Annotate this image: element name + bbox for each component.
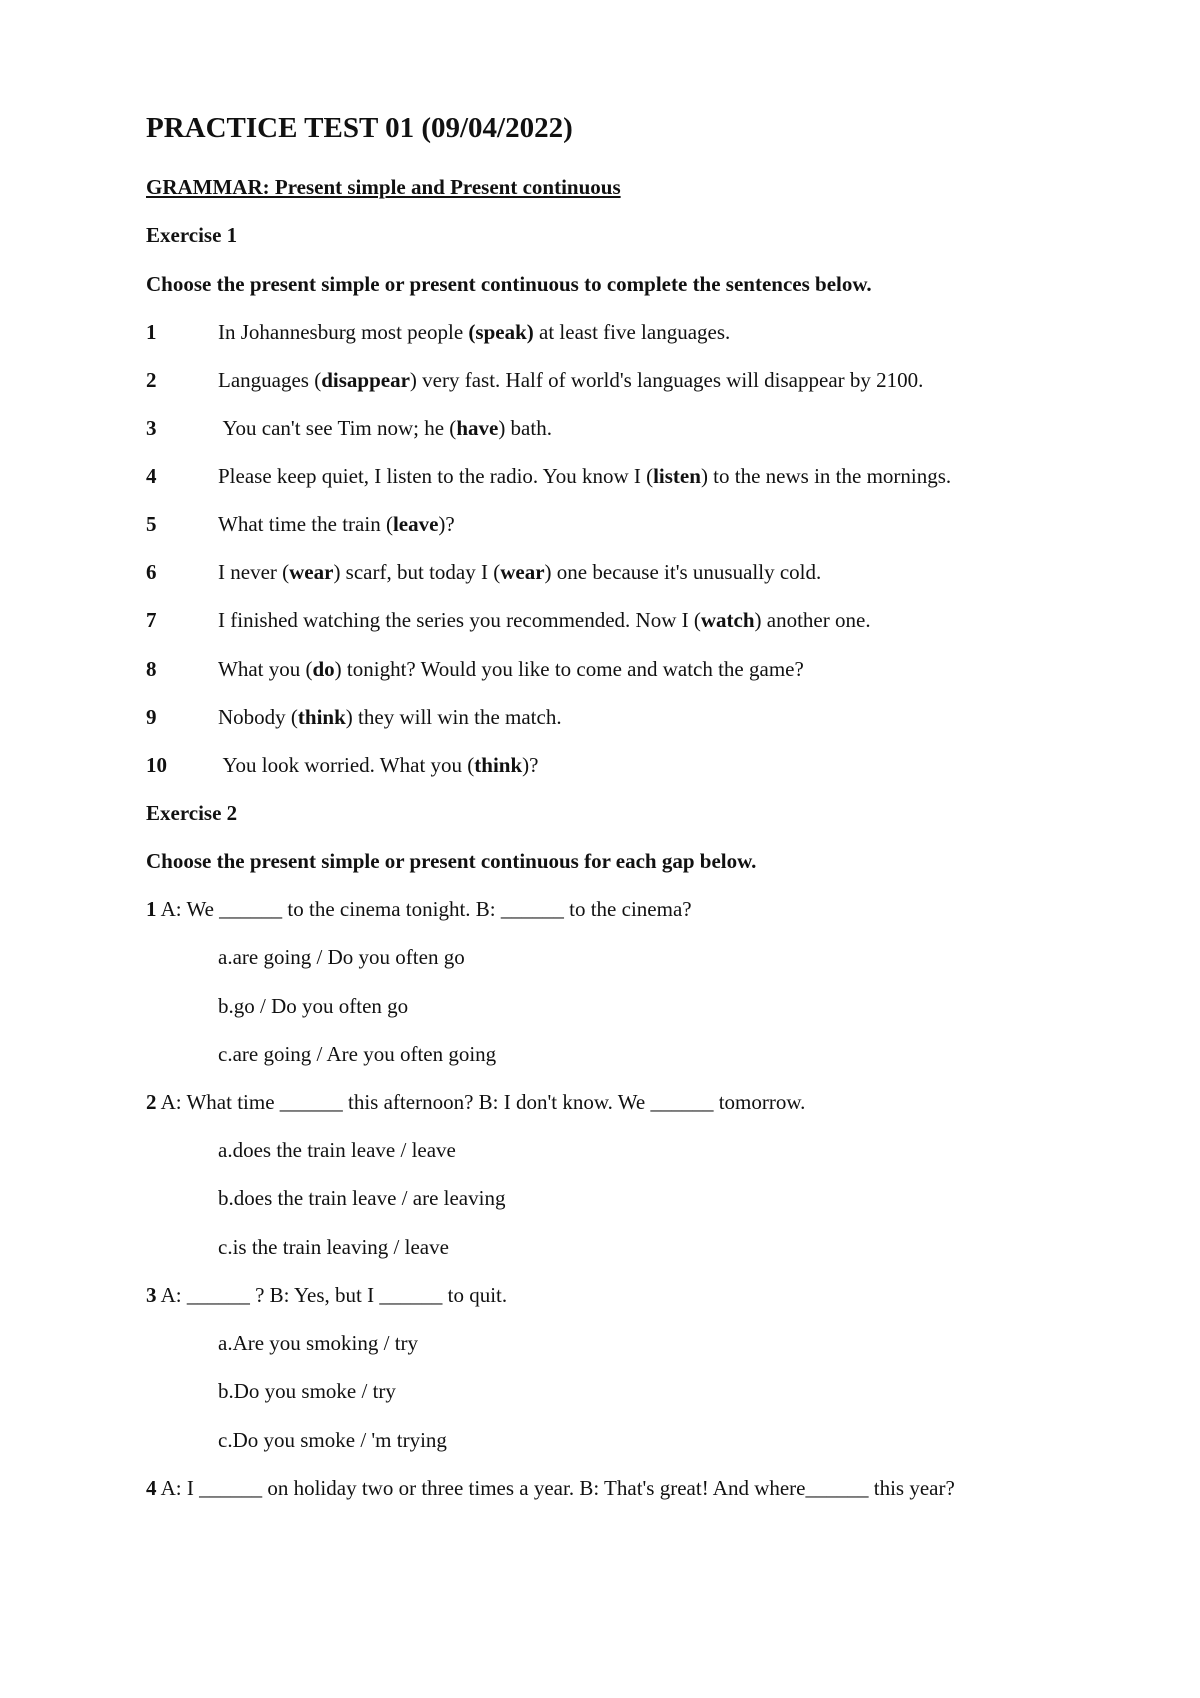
item-text: You look worried. What you ( xyxy=(218,753,475,777)
question-text: A: What time ______ this afternoon? B: I don't know. We ______ tomorrow. xyxy=(156,1090,806,1114)
item-text: )? xyxy=(438,512,455,536)
exercise1-item xyxy=(146,751,538,779)
exercise1-item xyxy=(146,462,951,490)
item-number: 7 xyxy=(146,608,157,632)
item-number: 8 xyxy=(146,657,157,681)
item-text: Please keep quiet, I listen to the radio. You know I ( xyxy=(218,464,654,488)
item-text: What time the train ( xyxy=(218,512,393,536)
item-number: 5 xyxy=(146,512,157,536)
exercise2-question xyxy=(146,1088,805,1116)
item-number: 2 xyxy=(146,368,157,392)
question-text: A: We ______ to the cinema tonight. B: ______ to the cinema? xyxy=(156,897,692,921)
exercise1-item xyxy=(146,703,562,731)
exercise1-item xyxy=(146,366,923,394)
item-text: What you ( xyxy=(218,657,313,681)
item-verb: have xyxy=(456,416,499,440)
item-text: ) very fast. Half of world's languages will disappear by 2100. xyxy=(409,368,924,392)
item-text: at least five languages. xyxy=(533,320,731,344)
item-text: ) they will win the match. xyxy=(345,705,562,729)
exercise1-item xyxy=(146,606,871,634)
exercise2-question xyxy=(146,1281,507,1309)
answer-option: c.Do you smoke / 'm trying xyxy=(218,1428,447,1452)
item-text: ) another one. xyxy=(754,608,871,632)
item-verb: think xyxy=(297,705,346,729)
item-verb: wear xyxy=(500,560,545,584)
item-number: 6 xyxy=(146,560,157,584)
exercise2-heading: Exercise 2 xyxy=(146,801,238,825)
exercise1-item xyxy=(146,318,730,346)
item-text: ) tonight? Would you like to come and watch the game? xyxy=(334,657,804,681)
exercise1-item xyxy=(146,558,821,586)
exercise1-item xyxy=(146,414,552,442)
exercise1-item xyxy=(146,510,455,538)
answer-option: b.Do you smoke / try xyxy=(218,1379,396,1403)
item-verb: do xyxy=(312,657,335,681)
question-number: 4 xyxy=(146,1476,157,1500)
item-text: Nobody ( xyxy=(218,705,298,729)
answer-option: c.are going / Are you often going xyxy=(218,1042,497,1066)
item-text: In Johannesburg most people xyxy=(218,320,469,344)
exercise1-instruction: Choose the present simple or present continuous to complete the sentences below. xyxy=(146,272,872,296)
exercise2-instruction: Choose the present simple or present continuous for each gap below. xyxy=(146,849,757,873)
item-verb: think xyxy=(474,753,523,777)
exercise1-heading: Exercise 1 xyxy=(146,223,238,247)
exercise2-question xyxy=(146,895,692,923)
answer-option: c.is the train leaving / leave xyxy=(218,1235,449,1259)
item-text: )? xyxy=(522,753,539,777)
answer-option: a.Are you smoking / try xyxy=(218,1331,419,1355)
item-number: 1 xyxy=(146,320,157,344)
item-text: ) to the news in the mornings. xyxy=(700,464,952,488)
item-number: 4 xyxy=(146,464,157,488)
answer-option: a.are going / Do you often go xyxy=(218,945,465,969)
item-number: 3 xyxy=(146,416,157,440)
item-text: I finished watching the series you recommended. Now I ( xyxy=(218,608,701,632)
item-number: 10 xyxy=(146,753,167,777)
item-verb: watch xyxy=(700,608,755,632)
item-verb: (speak) xyxy=(468,320,534,344)
page-title: PRACTICE TEST 01 (09/04/2022) xyxy=(146,112,573,144)
question-text: A: I ______ on holiday two or three times a year. B: That's great! And where______ this year? xyxy=(156,1476,955,1500)
item-verb: listen xyxy=(653,464,701,488)
item-verb: wear xyxy=(289,560,334,584)
item-text: I never ( xyxy=(218,560,290,584)
item-text: ) bath. xyxy=(498,416,552,440)
question-number: 2 xyxy=(146,1090,157,1114)
answer-option: b.go / Do you often go xyxy=(218,994,409,1018)
item-text: ) scarf, but today I ( xyxy=(333,560,501,584)
item-text: Languages ( xyxy=(218,368,322,392)
item-verb: disappear xyxy=(321,368,410,392)
exercise2-question xyxy=(146,1472,1082,1505)
question-number: 1 xyxy=(146,897,157,921)
question-number: 3 xyxy=(146,1283,157,1307)
grammar-heading: GRAMMAR: Present simple and Present continuous xyxy=(146,175,621,199)
exercise1-item xyxy=(146,655,804,683)
question-text: A: ______ ? B: Yes, but I ______ to quit. xyxy=(156,1283,508,1307)
item-text: ) one because it's unusually cold. xyxy=(544,560,822,584)
item-verb: leave xyxy=(392,512,439,536)
item-number: 9 xyxy=(146,705,157,729)
answer-option: a.does the train leave / leave xyxy=(218,1138,456,1162)
item-text: You can't see Tim now; he ( xyxy=(218,416,457,440)
answer-option: b.does the train leave / are leaving xyxy=(218,1186,506,1210)
